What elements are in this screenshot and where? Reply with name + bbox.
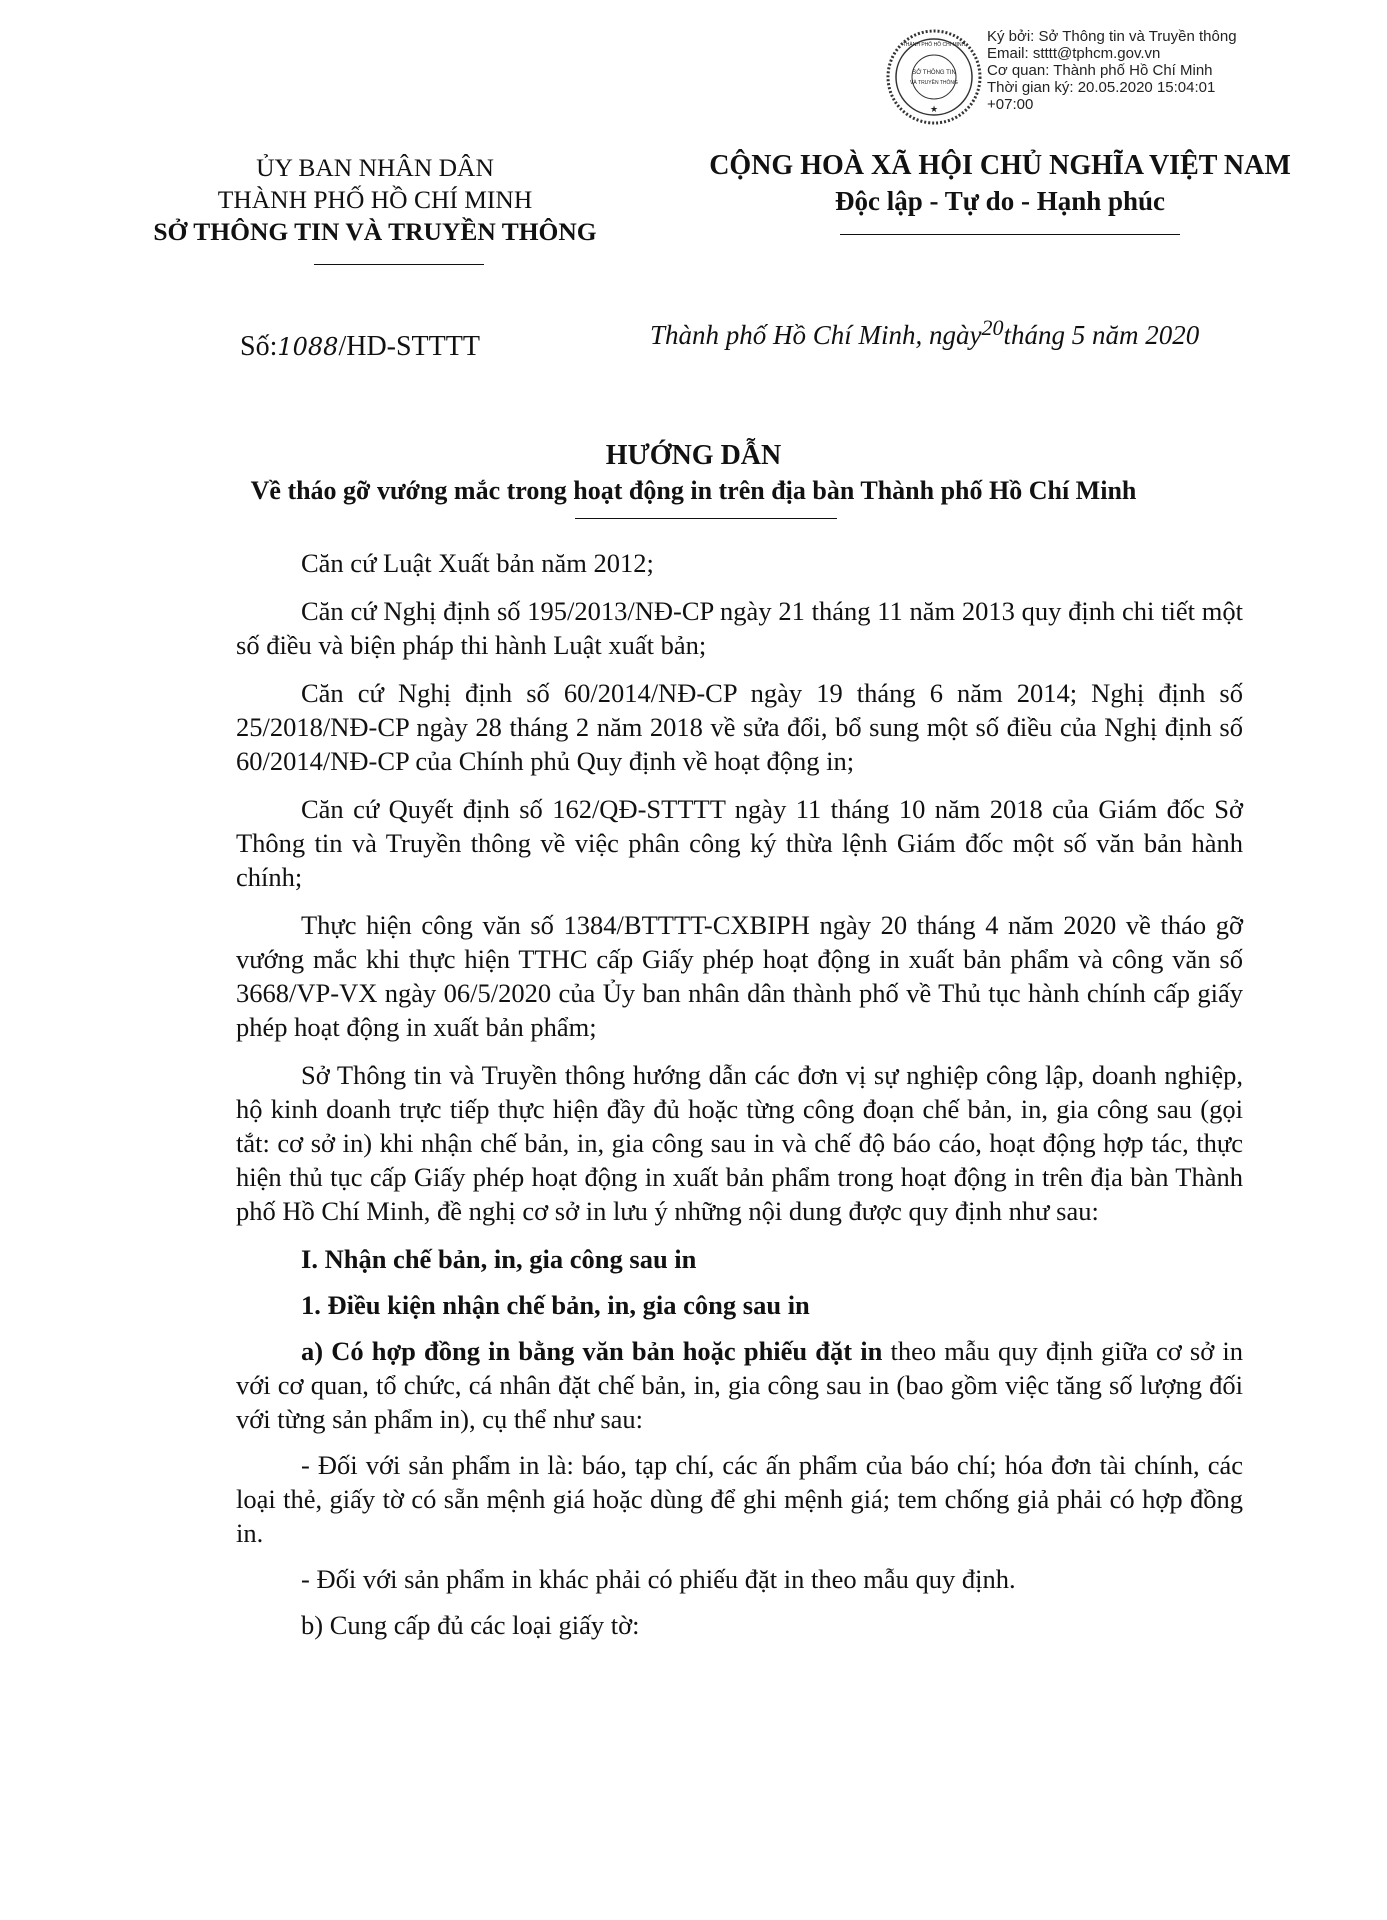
item-a-dash-2: - Đối với sản phẩm in khác phải có phiếu đặt in theo mẫu quy định. <box>301 1564 1016 1594</box>
subtitle-underline <box>575 518 837 519</box>
date-month-year: tháng 5 năm 2020 <box>1003 320 1200 350</box>
signature-time: Thời gian ký: 20.05.2020 15:04:01 <box>987 79 1216 96</box>
authority-line1: ỦY BAN NHÂN DÂN <box>256 153 494 182</box>
motto-underline <box>840 234 1180 235</box>
item-a-bold: a) Có hợp đồng in bằng văn bản hoặc phiếu đặt in <box>301 1336 883 1366</box>
paragraph-legal-basis-3: Căn cứ Nghị định số 60/2014/NĐ-CP ngày 19 tháng 6 năm 2014; Nghị định số 25/2018/NĐ-CP ngày 28 tháng 2 năm 2018 về sửa đổi, bổ sung một số điều của Nghị định số 60/2014/NĐ-CP của Chính phủ Quy định về hoạt động in; <box>236 678 1243 776</box>
doc-number-handwritten: 1088 <box>277 333 339 361</box>
date-line <box>650 315 1200 354</box>
doc-number-prefix: Số: <box>240 331 278 362</box>
paragraph-guidance: Sở Thông tin và Truyền thông hướng dẫn các đơn vị sự nghiệp công lập, doanh nghiệp, hộ kinh doanh trực tiếp thực hiện đầy đủ hoặc từng công đoạn chế bản, in, gia công sau (gọi tắt: cơ sở in) khi nhận chế bản, in, gia công sau in và chế độ báo cáo, hoạt động hợp tác, thực hiện thủ tục cấp Giấy phép hoạt động in xuất bản phẩm trong hoạt động in trên địa bàn Thành phố Hồ Chí Minh, đề nghị cơ sở in lưu ý những nội dung được quy định như sau: <box>236 1060 1243 1226</box>
paragraph-legal-basis-1: Căn cứ Luật Xuất bản năm 2012; <box>301 548 654 578</box>
section-heading-1: I. Nhận chế bản, in, gia công sau in <box>301 1244 697 1274</box>
motto: Độc lập - Tự do - Hạnh phúc <box>834 186 1166 216</box>
item-b: b) Cung cấp đủ các loại giấy tờ: <box>301 1610 640 1640</box>
signature-signer: Ký bởi: Sở Thông tin và Truyền thông <box>987 28 1237 45</box>
seal-text-top: SỞ THÔNG TIN <box>912 70 956 76</box>
paragraph-legal-basis-2: Căn cứ Nghị định số 195/2013/NĐ-CP ngày 21 tháng 11 năm 2013 quy định chi tiết một số điều và biện pháp thi hành Luật xuất bản; <box>236 596 1243 660</box>
document-number <box>240 330 480 364</box>
document-body <box>236 546 1243 1650</box>
seal-ring-text: THÀNH PHỐ HỒ CHÍ MINH <box>902 42 966 48</box>
seal-star-icon: ★ <box>929 104 939 114</box>
signature-agency: Cơ quan: Thành phố Hồ Chí Minh <box>987 62 1213 79</box>
date-day-handwritten: 20 <box>981 315 1004 340</box>
signature-timezone: +07:00 <box>987 96 1034 113</box>
signature-email: Email: stttt@tphcm.gov.vn <box>987 45 1161 62</box>
authority-line2: THÀNH PHỐ HỒ CHÍ MINH <box>217 185 533 214</box>
document-title: HƯỚNG DẪN <box>605 440 782 471</box>
paragraph-implementation: Thực hiện công văn số 1384/BTTTT-CXBIPH ngày 20 tháng 4 năm 2020 về tháo gỡ vướng mắc khi thực hiện TTHC cấp Giấy phép hoạt động in xuất bản phẩm và công văn số 3668/VP-VX ngày 06/5/2020 của Ủy ban nhân dân thành phố về Thủ tục hành chính cấp giấy phép hoạt động in xuất bản phẩm; <box>236 910 1243 1042</box>
document-subtitle: Về tháo gỡ vướng mắc trong hoạt động in trên địa bàn Thành phố Hồ Chí Minh <box>250 476 1137 505</box>
date-place: Thành phố Hồ Chí Minh, ngày <box>650 320 982 350</box>
issuing-authority <box>100 152 650 248</box>
item-a <box>236 1334 1243 1436</box>
authority-line3: SỞ THÔNG TIN VÀ TRUYỀN THÔNG <box>153 217 597 246</box>
national-motto <box>680 148 1320 218</box>
seal-text-bottom: VÀ TRUYỀN THÔNG <box>910 80 958 86</box>
doc-number-suffix: /HD-STTTT <box>338 331 480 362</box>
subsection-heading-1: 1. Điều kiện nhận chế bản, in, gia công sau in <box>301 1290 810 1320</box>
item-a-text: theo mẫu quy định giữa cơ sở in với cơ quan, tổ chức, cá nhân đặt chế bản, in, gia công sau in (bao gồm việc tăng số lượng đối với từng sản phẩm in), cụ thể như sau: <box>236 1336 1243 1434</box>
country-name: CỘNG HOÀ XÃ HỘI CHỦ NGHĨA VIỆT NAM <box>709 150 1291 181</box>
signature-info <box>885 28 1387 113</box>
item-a-dash-1: - Đối với sản phẩm in là: báo, tạp chí, các ấn phẩm của báo chí; hóa đơn tài chính, các loại thẻ, giấy tờ có sẵn mệnh giá hoặc dùng để ghi mệnh giá; tem chống giả phải có hợp đồng in. <box>236 1450 1243 1548</box>
authority-underline <box>314 264 484 265</box>
paragraph-legal-basis-4: Căn cứ Quyết định số 162/QĐ-STTTT ngày 11 tháng 10 năm 2018 của Giám đốc Sở Thông tin và Truyền thông về việc phân công ký thừa lệnh Giám đốc một số văn bản hành chính; <box>236 794 1243 892</box>
